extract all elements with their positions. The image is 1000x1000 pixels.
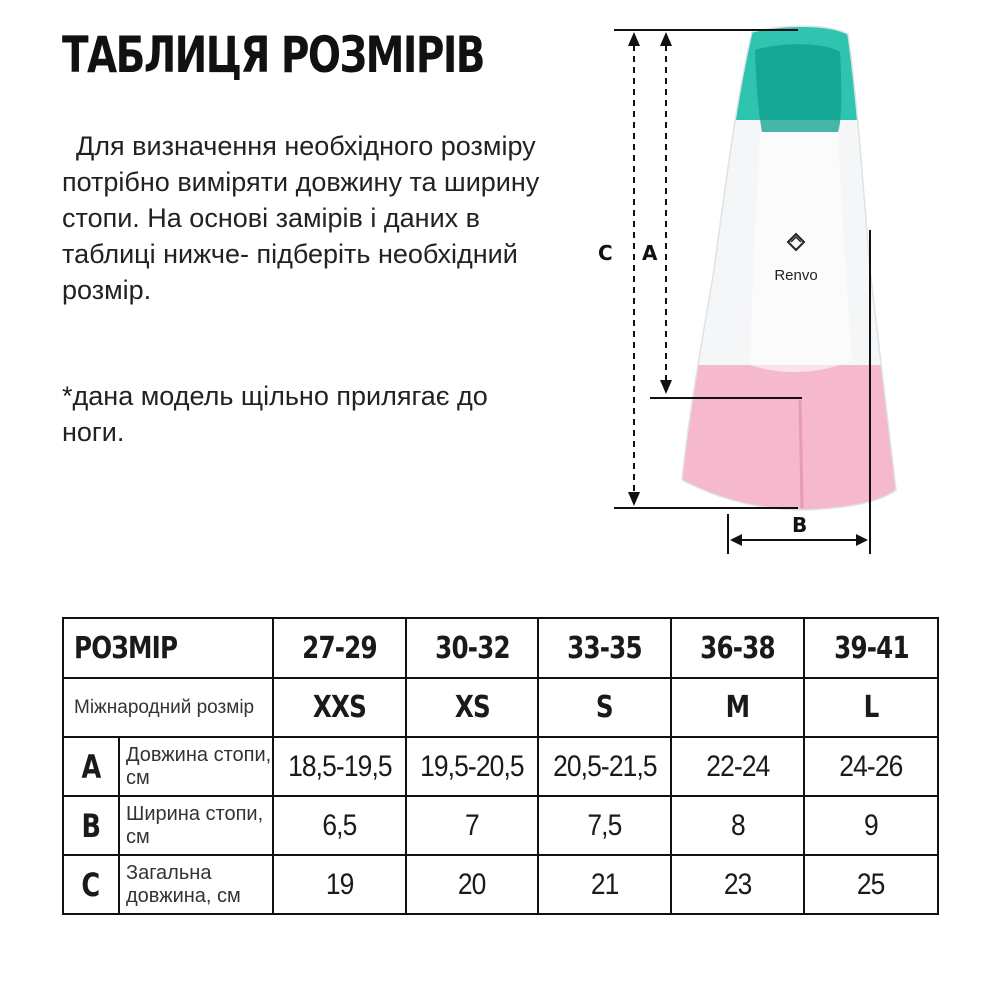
intro-content: Для визначення необхідного розміру потрібно виміряти довжину та ширину стопи. На основі замірів і даних в таблиці нижче- підберіть необхідний розмір. [62, 131, 540, 305]
foot-length-value: 19,5-20,5 [406, 737, 538, 796]
foot-length-label: Довжина стопи, см [119, 737, 273, 796]
total-length-value: 21 [538, 855, 671, 914]
intl-size: S [538, 678, 671, 737]
page-title: ТАБЛИЦЯ РОЗМІРІВ [62, 26, 484, 84]
intl-size: XS [406, 678, 538, 737]
fin-bottom-band [670, 365, 900, 525]
foot-width-value: 7,5 [538, 796, 671, 855]
label-b: B [792, 513, 808, 537]
size-table [62, 617, 939, 915]
row-letter-b: B [63, 796, 119, 855]
table-row [63, 855, 938, 914]
intl-size: L [804, 678, 938, 737]
size-header-label: РОЗМІР [63, 618, 273, 678]
total-length-value: 25 [804, 855, 938, 914]
foot-length-value: 20,5-21,5 [538, 737, 671, 796]
table-row [63, 796, 938, 855]
foot-length-value: 22-24 [671, 737, 804, 796]
foot-width-label: Ширина стопи, см [119, 796, 273, 855]
fin-diagram [580, 20, 900, 560]
foot-width-value: 8 [671, 796, 804, 855]
intl-size-label: Міжнародний розмір [63, 678, 273, 737]
intl-size: XXS [273, 678, 406, 737]
size-col-4: 39-41 [804, 618, 938, 678]
table-row [63, 737, 938, 796]
size-col-1: 30-32 [406, 618, 538, 678]
foot-width-value: 7 [406, 796, 538, 855]
foot-width-value: 9 [804, 796, 938, 855]
total-length-value: 23 [671, 855, 804, 914]
size-col-3: 36-38 [671, 618, 804, 678]
fit-note: *дана модель щільно прилягає до ноги. [62, 381, 488, 447]
size-col-0: 27-29 [273, 618, 406, 678]
label-c: C [598, 241, 613, 265]
intro-text [62, 128, 542, 308]
row-letter-c: C [63, 855, 119, 914]
intl-size: M [671, 678, 804, 737]
size-col-2: 33-35 [538, 618, 671, 678]
total-length-value: 19 [273, 855, 406, 914]
label-a: A [642, 241, 658, 265]
table-row [63, 678, 938, 737]
foot-length-value: 24-26 [804, 737, 938, 796]
total-length-value: 20 [406, 855, 538, 914]
total-length-label: Загальна довжина, см [119, 855, 273, 914]
foot-width-value: 6,5 [273, 796, 406, 855]
row-letter-a: A [63, 737, 119, 796]
svg-text:Renvo: Renvo [774, 267, 818, 284]
table-row [63, 618, 938, 678]
foot-length-value: 18,5-19,5 [273, 737, 406, 796]
